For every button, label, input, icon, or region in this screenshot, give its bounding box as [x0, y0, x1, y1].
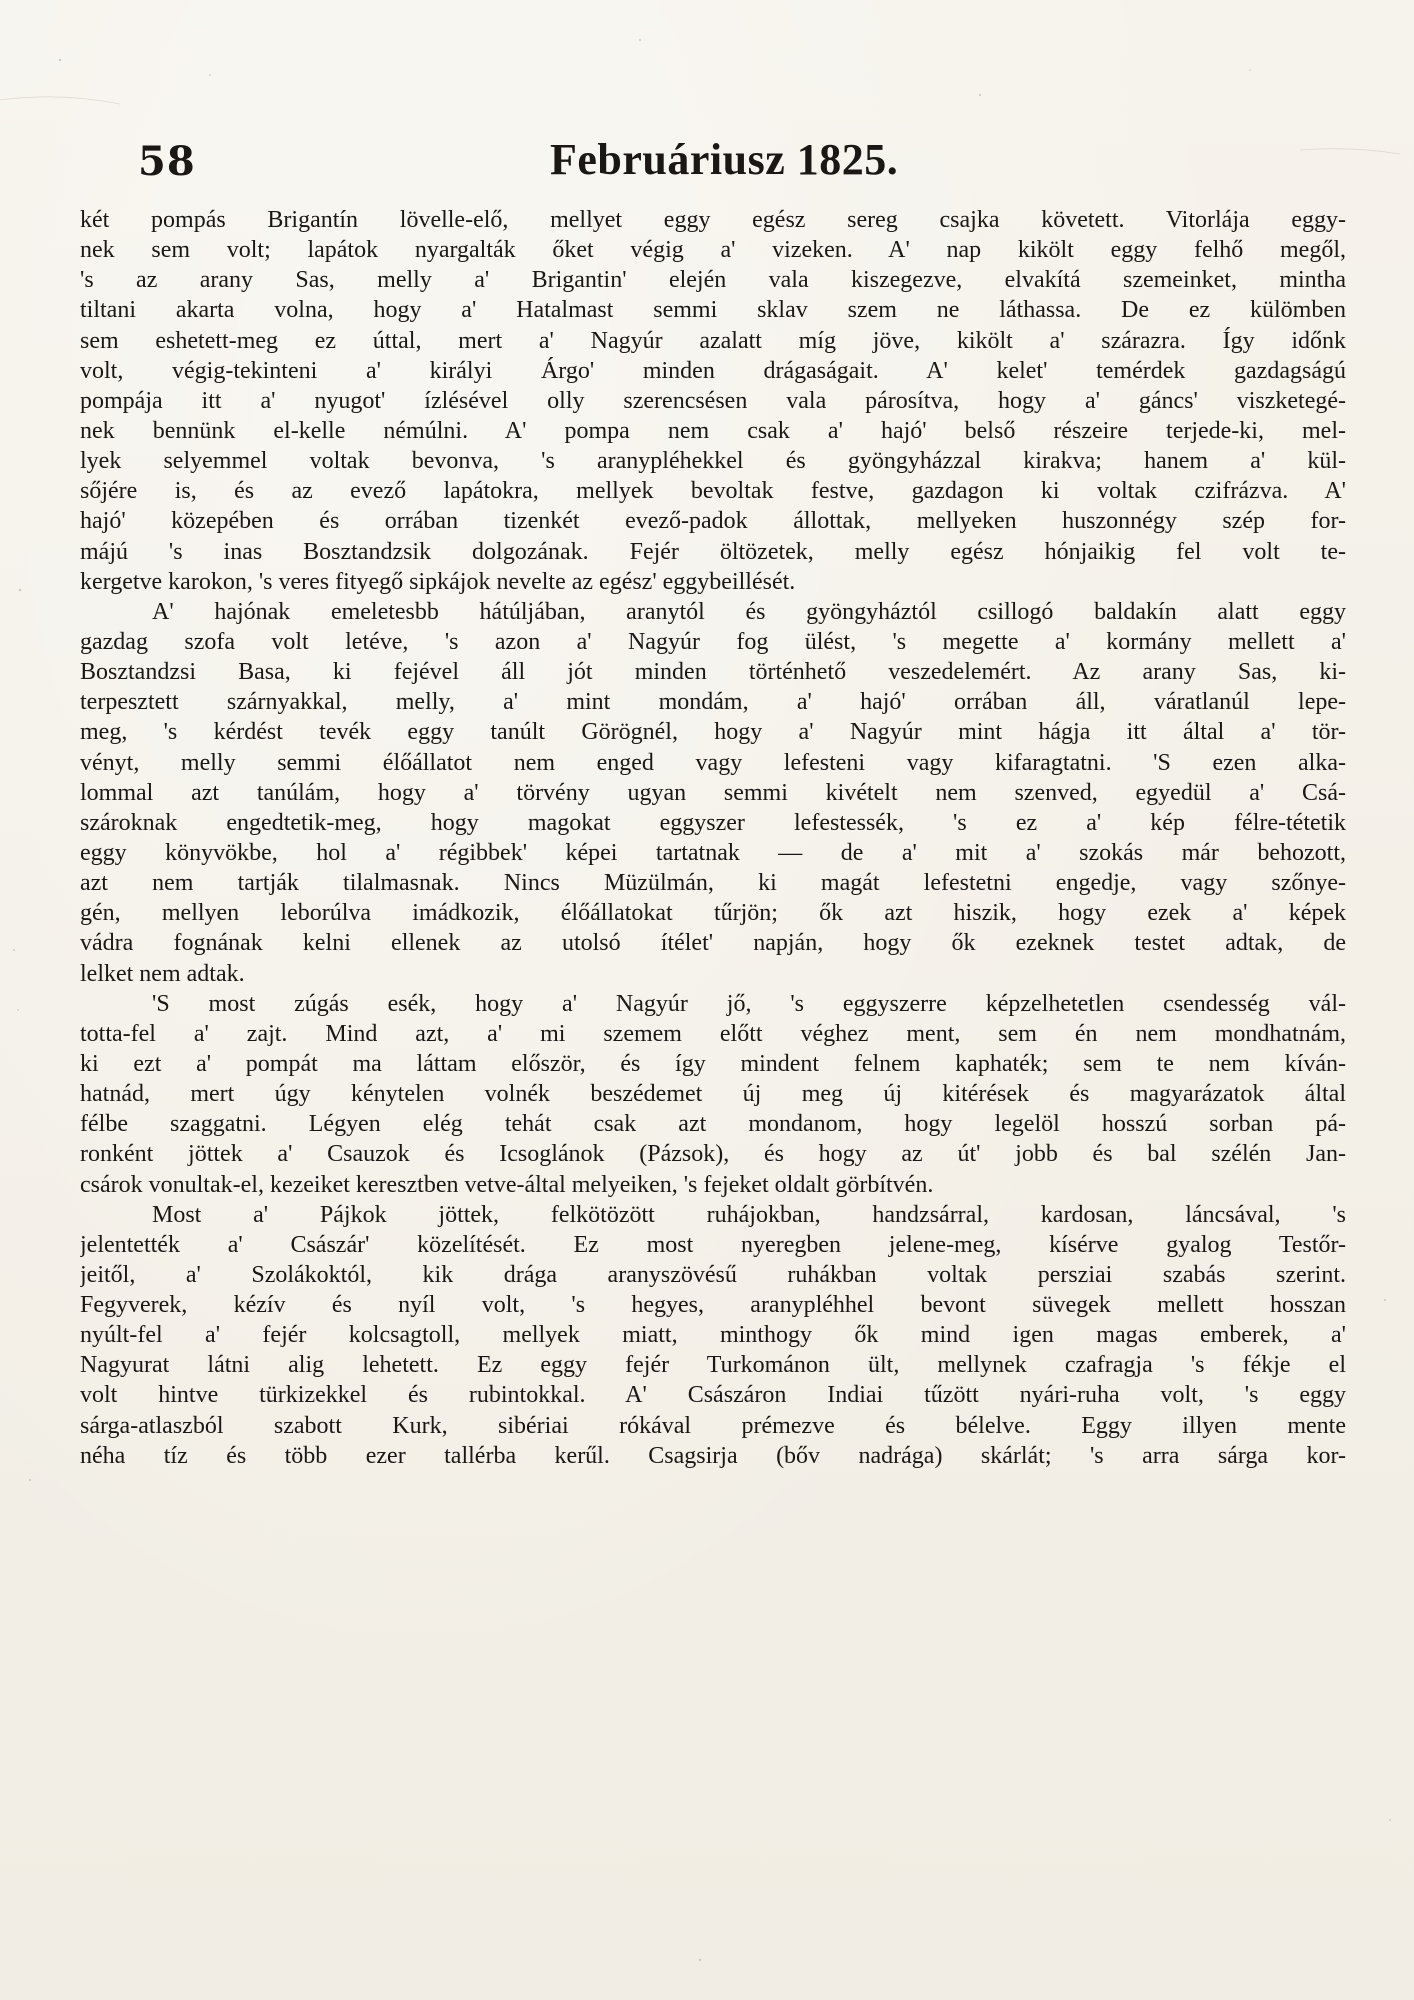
text-line: Bosztandzsi Basa, ki fejével áll jót minden történhető veszedelemért. Az arany Sas, ki- — [80, 659, 1346, 686]
text-line: sem eshetett-meg ez úttal, mert a' Nagyúr azalatt míg jöve, kikölt a' szárazra. Így időnk — [80, 327, 1346, 354]
text-line: ki ezt a' pompát ma láttam először, és így mindent felnem kaphaték; sem te nem kíván- — [80, 1050, 1346, 1077]
text-line: két pompás Brigantín lövelle-elő, mellyet eggy egész sereg csajka követett. Vitorlája eggy- — [80, 207, 1346, 233]
text-line: csárok vonultak-el, kezeiket keresztben vetve-által melyeiken, 's fejeket oldalt görbítvén. — [80, 1171, 934, 1198]
text-line: Fegyverek, kézív és nyíl volt, 's hegyes, aranypléhhel bevont süvegek mellett hosszan — [80, 1292, 1346, 1319]
text-line: nek sem volt; lapátok nyargalták őket végig a' vizeken. A' nap kikölt eggy felhő megől, — [80, 237, 1346, 264]
text-line: nyúlt-fel a' fejér kolcsagtoll, mellyek miatt, minthogy ők mind igen magas emberek, a' — [80, 1322, 1346, 1349]
text-line: sárga-atlaszból szabott Kurk, sibériai rókával prémezve és bélelve. Eggy illyen mente — [80, 1412, 1346, 1439]
text-line: terpesztett szárnyakkal, melly, a' mint mondám, a' hajó' orrában áll, váratlanúl lepe- — [80, 689, 1346, 716]
text-line: eggy könyvökbe, hol a' régibbek' képei tartatnak — de a' mit a' szokás már behozott, — [80, 839, 1346, 866]
text-line: félbe szaggatni. Légyen elég tehát csak azt mondanom, hogy legelöl hosszú sorban pá- — [80, 1111, 1346, 1138]
text-line: meg, 's kérdést tevék eggy tanúlt Görögnél, hogy a' Nagyúr mint hágja itt által a' tör- — [80, 719, 1346, 746]
text-line: gén, mellyen leborúlva imádkozik, élőállatokat tűrjön; ők azt hiszik, hogy ezek a' képek — [80, 900, 1346, 927]
text-line: gazdag szofa volt letéve, 's azon a' Nagyúr fog ülést, 's megette a' kormány mellett a' — [80, 628, 1346, 655]
text-line: jeitől, a' Szolákoktól, kik drága aranyszövésű ruhákban voltak persziai szabás szerint. — [80, 1261, 1346, 1288]
paragraph-start-line: 'S most zúgás esék, hogy a' Nagyúr jő, 's eggyszerre képzelhetetlen csendesség vál- — [152, 990, 1346, 1017]
text-line: azt nem tartják tilalmasnak. Nincs Müzülmán, ki magát lefestetni engedje, vagy szőnye- — [80, 870, 1346, 897]
text-line: tiltani akarta volna, hogy a' Hatalmast semmi sklav szem ne láthassa. De ez külömben — [80, 297, 1346, 324]
text-line: jelentették a' Császár' közelítését. Ez most nyeregben jelene-meg, kísérve gyalog Testőr- — [80, 1231, 1346, 1258]
page-number: 58 — [138, 138, 196, 185]
paragraph-start-line: A' hajónak emeletesbb hátúljában, aranytól és gyöngyháztól csillogó baldakín alatt eggy — [152, 598, 1346, 625]
text-line: Nagyurat látni alig lehetett. Ez eggy fejér Turkománon ült, mellynek czafragja 's fékje el — [80, 1352, 1346, 1379]
text-line: vádra fognának kelni ellenek az utolsó ítélet' napján, hogy ők ezeknek testet adtak, de — [80, 930, 1346, 957]
paragraph-start-line: Most a' Pájkok jöttek, felkötözött ruhájokban, handzsárral, kardosan, láncsával, 's — [152, 1201, 1346, 1228]
text-line: kergetve karokon, 's veres fityegő sipkájok nevelte az egész' eggybeillését. — [80, 568, 796, 595]
text-line: nek bennünk el-kelle némúlni. A' pompa nem csak a' hajó' belső részeire terjede-ki, mel- — [80, 417, 1346, 444]
text-line: ronként jöttek a' Csauzok és Icsoglánok (Pázsok), és hogy az út' jobb és bal szélén Jan- — [80, 1141, 1346, 1168]
text-line: volt, végig-tekinteni a' királyi Árgo' minden drágaságait. A' kelet' temérdek gazdagságú — [80, 357, 1346, 384]
text-line: pompája itt a' nyugot' ízlésével olly szerencsésen vala párosítva, hogy a' gáncs' viszketegé- — [80, 387, 1346, 414]
text-line: lelket nem adtak. — [80, 960, 245, 987]
text-line: vényt, melly semmi élőállatot nem enged vagy lefesteni vagy kifaragtatni. 'S ezen alka- — [80, 749, 1346, 776]
text-line: volt hintve türkizekkel és rubintokkal. A' Császáron Indiai tűzött nyári-ruha volt, 's eggy — [80, 1382, 1346, 1409]
text-line: 's az arany Sas, melly a' Brigantin' elején vala kiszegezve, elvakítá szemeinket, mintha — [80, 267, 1346, 294]
text-line: lommal azt tanúlám, hogy a' törvény ugyan semmi kivételt nem szenved, egyedül a' Csá- — [80, 779, 1346, 806]
running-title: Februáriusz 1825. — [550, 135, 899, 184]
body-text — [80, 205, 1346, 1471]
page-header — [130, 130, 1330, 185]
text-line: lyek selyemmel voltak bevonva, 's aranypléhekkel és gyöngyházzal kirakva; hanem a' kül- — [80, 448, 1346, 475]
text-line: májú 's inas Bosztandzsik dolgozának. Fejér öltözetek, melly egész hónjaikig fel volt te- — [80, 538, 1346, 565]
text-line: hajó' közepében és orrában tizenkét evező-padok állottak, mellyeken huszonnégy szép for- — [80, 508, 1346, 535]
text-line: hatnád, mert úgy kénytelen volnék beszédemet új meg új kitérések és magyarázatok által — [80, 1081, 1346, 1108]
text-line: sőjére is, és az evező lapátokra, mellyek bevoltak festve, gazdagon ki voltak czifrázva. A' — [80, 478, 1346, 505]
text-line: totta-fel a' zajt. Mind azt, a' mi szemem előtt véghez ment, sem én nem mondhatnám, — [80, 1020, 1346, 1047]
text-line: néha tíz és több ezer tallérba kerűl. Csagsirja (bőv nadrága) skárlát; 's arra sárga kor- — [80, 1442, 1346, 1469]
text-line: szároknak engedtetik-meg, hogy magokat eggyszer lefestessék, 's ez a' kép félre-tétetik — [80, 809, 1346, 836]
